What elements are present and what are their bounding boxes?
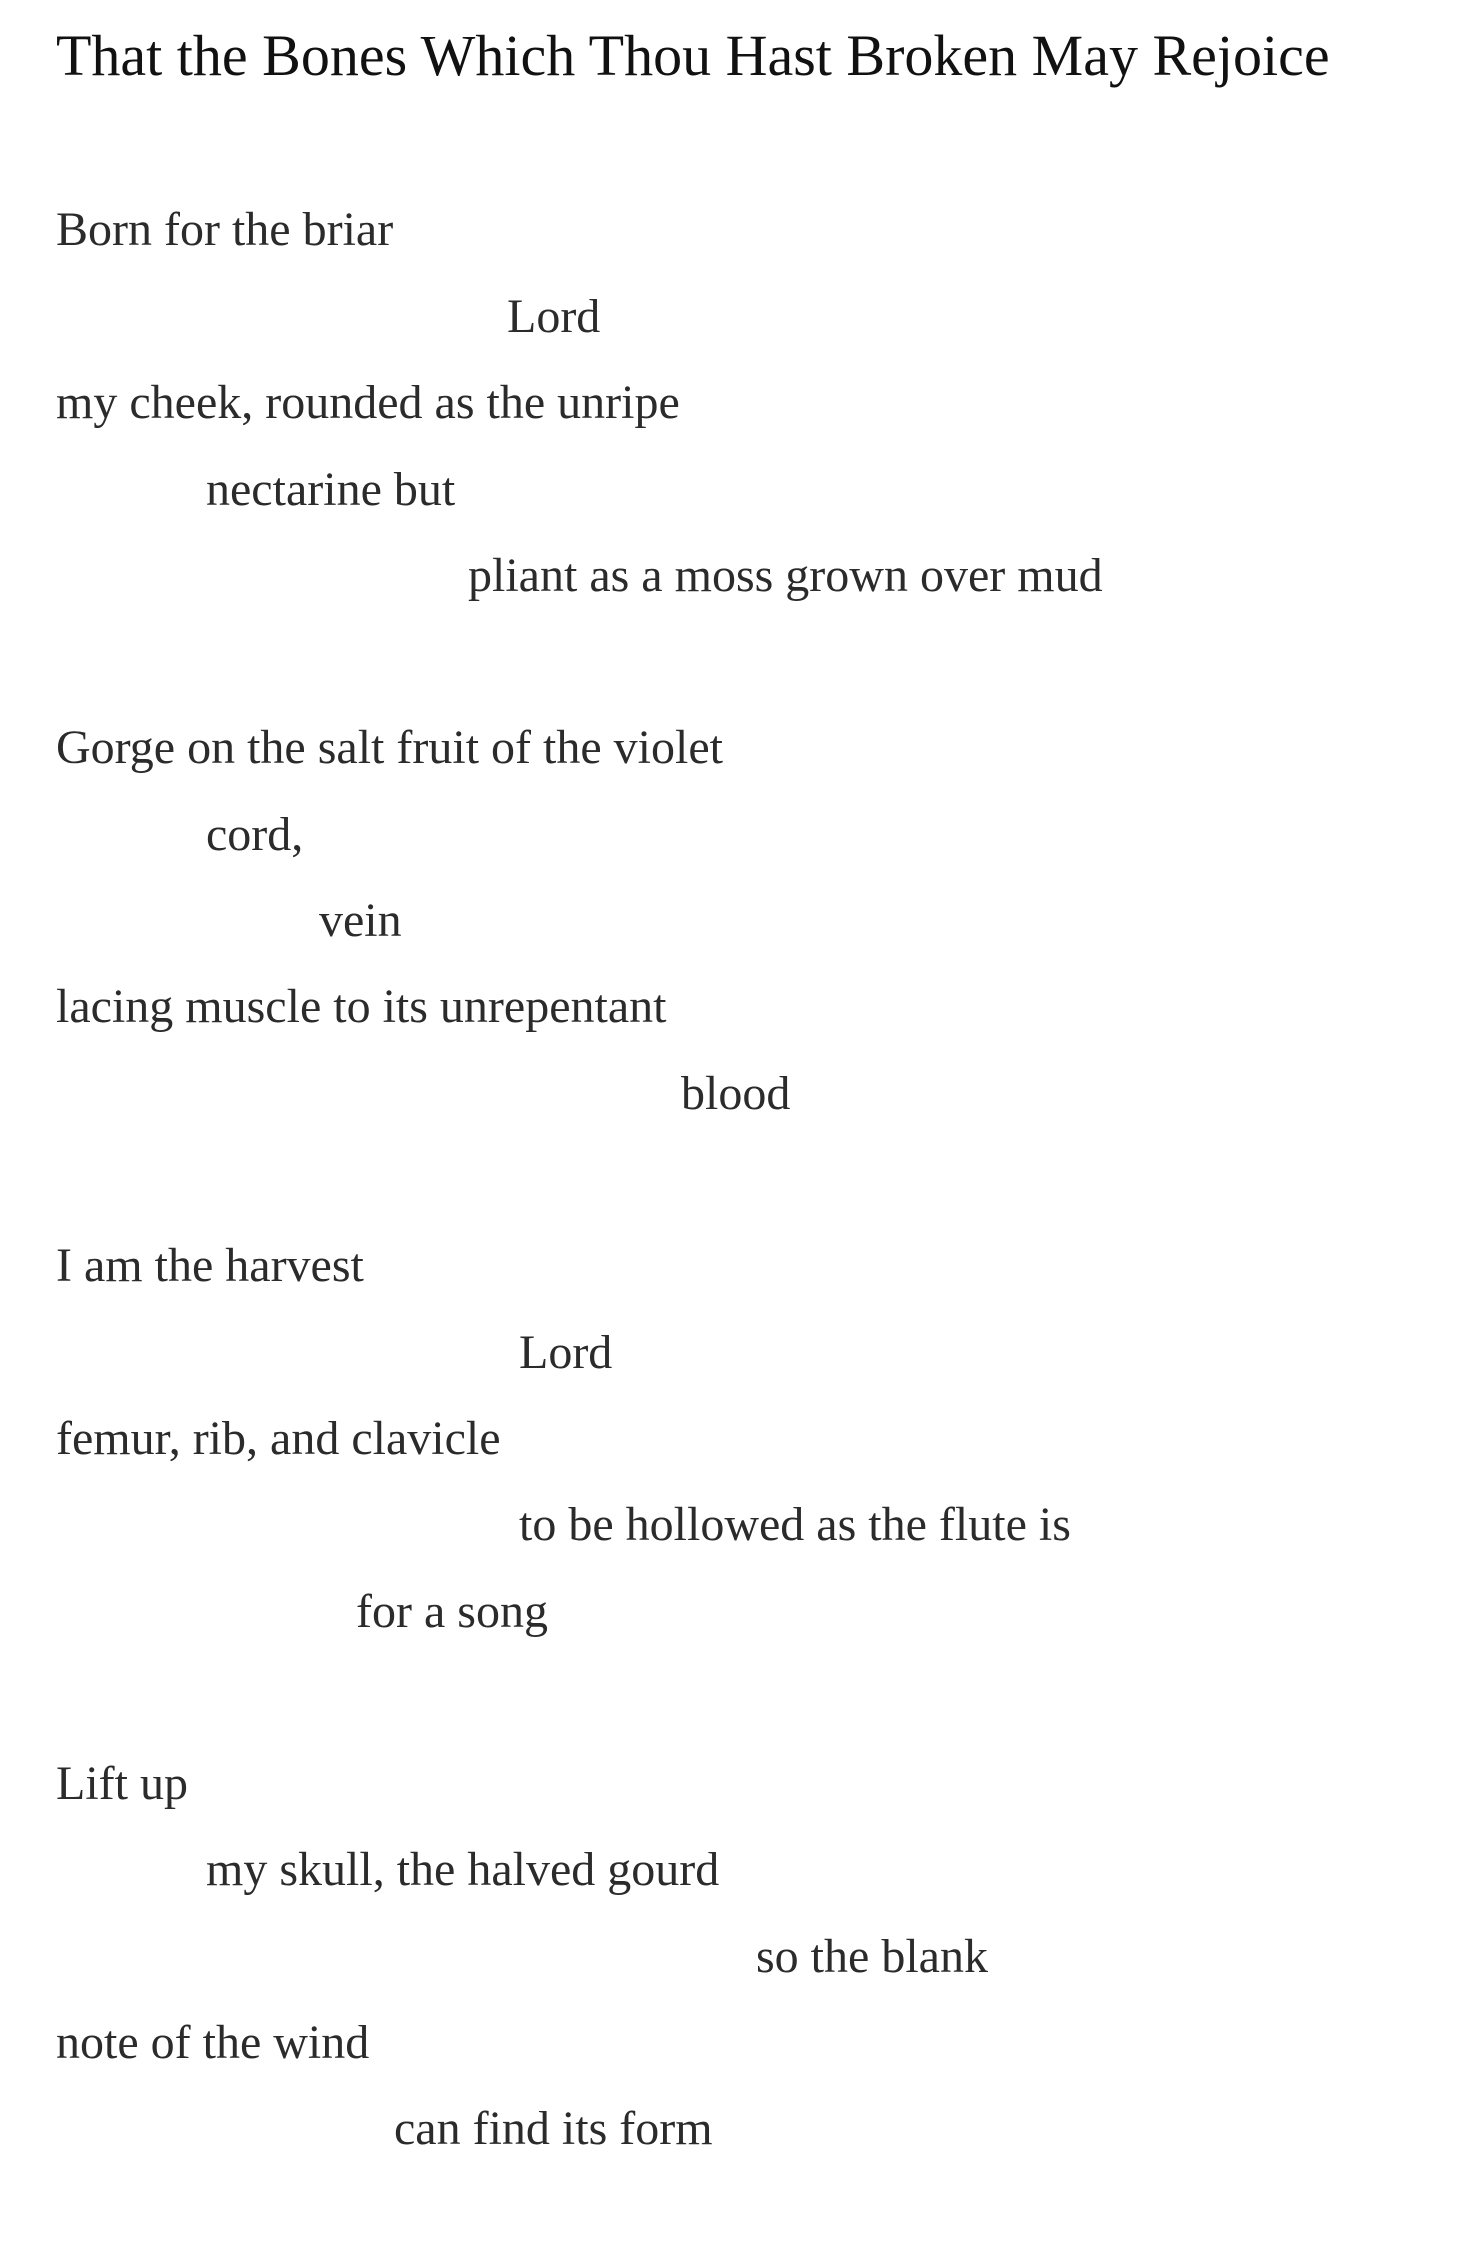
poem-line: Lord [507,290,601,343]
poem-line: my skull, the halved gourd [206,1843,720,1896]
poem-line: note of the wind [56,2016,370,2069]
poem-line: so the blank [756,1930,988,1983]
poem-line: Lord [519,1326,613,1379]
poem-line: cord, [206,808,304,861]
poem-line: Gorge on the salt fruit of the violet [56,721,723,774]
poem-title: That the Bones Which Thou Hast Broken May Rejoice [56,23,1330,88]
poem-line: for a song [356,1585,548,1638]
poem-line: to be hollowed as the flute is [519,1498,1071,1551]
poem-line: Born for the briar [56,203,394,256]
poem-line: my cheek, rounded as the unripe [56,376,680,429]
poem-line: Lift up [56,1757,188,1810]
poem-line: nectarine but [206,463,456,516]
poem-line: pliant as a moss grown over mud [468,549,1103,602]
poem-line: I am the harvest [56,1239,364,1292]
poem-line: vein [319,894,402,947]
poem-line: femur, rib, and clavicle [56,1412,501,1465]
poem-line: lacing muscle to its unrepentant [56,980,667,1033]
poem-line: can find its form [394,2102,713,2155]
poem-line: blood [681,1067,791,1120]
